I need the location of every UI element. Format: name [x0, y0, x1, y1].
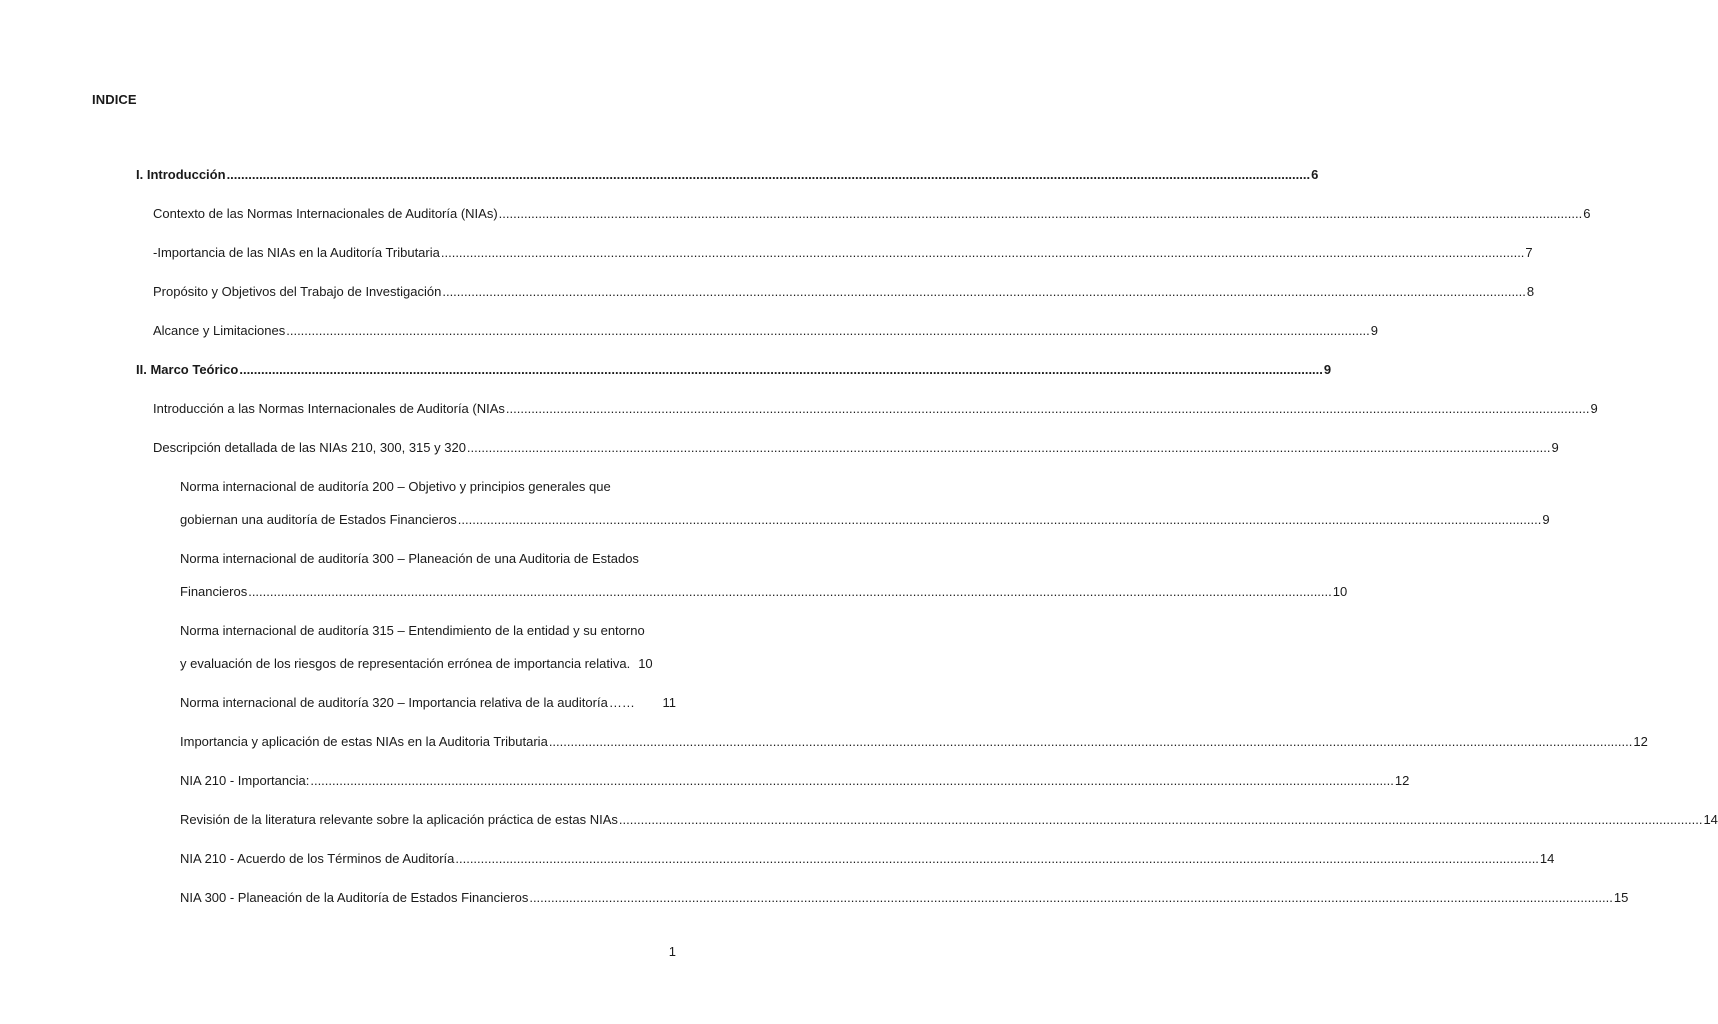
toc-entry-page: 6 [1311, 167, 1319, 182]
dot-leader: ............................................................................................................................................................................................................................................................................................................ [440, 245, 1525, 260]
toc-entry-label: NIA 210 - Acuerdo de los Términos de Auditoría [180, 851, 455, 866]
dot-leader: ............................................................................................................................................................................................................................................................................................................ [455, 851, 1539, 866]
toc-entry-page: 9 [1323, 362, 1332, 377]
toc-entry-label: Descripción detallada de las NIAs 210, 300, 315 y 320 [153, 440, 466, 455]
toc-entry-page: 9 [1370, 323, 1379, 338]
dot-leader: ............................................................................................................................................................................................................................................................................................................ [248, 584, 1332, 599]
toc-entry-label: Financieros [180, 584, 248, 599]
dot-leader: ............................................................................................................................................................................................................................................................................................................ [286, 323, 1370, 338]
toc-entry-first-line: Norma internacional de auditoría 200 – Objetivo y principios generales que [180, 479, 611, 494]
toc-entry [180, 694, 676, 712]
dot-leader: ............................................................................................................................................................................................................................................................................................................ [226, 167, 1311, 182]
toc-entry-page: 10 [1332, 584, 1348, 599]
toc-entry-page: 12 [1633, 734, 1648, 749]
toc-entry-page: 9 [1542, 512, 1550, 527]
toc-entry-page: 6 [1583, 206, 1591, 221]
toc-entry [153, 205, 1591, 223]
toc-entry-page: 15 [1613, 890, 1629, 905]
toc-entry-label: Introducción a las Normas Internacionales de Auditoría (NIAs [153, 401, 505, 416]
toc-entry-page: 12 [1394, 773, 1410, 788]
toc-entry [153, 439, 1559, 457]
toc-entry-label: Propósito y Objetivos del Trabajo de Investigación [153, 284, 442, 299]
ellipsis-leader: …… [608, 695, 635, 710]
toc-entry [180, 511, 1550, 529]
toc-entry-label: NIA 210 - Importancia: [180, 773, 310, 788]
toc-entry [180, 655, 676, 673]
toc-entry [153, 283, 1535, 301]
dot-leader: ............................................................................................................................................................................................................................................................................................................ [457, 512, 1542, 527]
toc-entry-label: NIA 300 - Planeación de la Auditoría de Estados Financieros [180, 890, 529, 905]
toc-entry-page: 11 [662, 695, 676, 710]
toc-entry [153, 244, 1533, 262]
toc-entry [180, 811, 1718, 829]
toc-entry-page: 10 [638, 656, 653, 671]
dot-leader: ............................................................................................................................................................................................................................................................................................................ [505, 401, 1590, 416]
toc-entry-marco-teorico [136, 361, 1332, 379]
toc-entry-label: Importancia y aplicación de estas NIAs en la Auditoria Tributaria [180, 734, 548, 749]
toc-entry-label: Revisión de la literatura relevante sobre la aplicación práctica de estas NIAs [180, 812, 618, 827]
dot-leader: ............................................................................................................................................................................................................................................................................................................ [239, 362, 1323, 377]
page-number: 1 [668, 944, 676, 959]
toc-entry-label: Norma internacional de auditoría 320 – Importancia relativa de la auditoría [180, 695, 608, 710]
toc-entry-page: 9 [1551, 440, 1559, 455]
page-title: INDICE [92, 92, 137, 107]
toc-entry-page: 9 [1590, 401, 1598, 416]
toc-entry [180, 889, 1629, 907]
toc-entry [180, 583, 1348, 601]
dot-leader: ............................................................................................................................................................................................................................................................................................................ [548, 734, 1633, 749]
toc-entry-introduccion [136, 166, 1319, 184]
toc-entry-page: 14 [1703, 812, 1718, 827]
toc-entry [180, 733, 1648, 751]
dot-leader: ............................................................................................................................................................................................................................................................................................................ [310, 773, 1394, 788]
dot-leader: ............................................................................................................................................................................................................................................................................................................ [618, 812, 1703, 827]
toc-entry-first-line: Norma internacional de auditoría 300 – Planeación de una Auditoria de Estados [180, 551, 639, 566]
toc-entry-label: Contexto de las Normas Internacionales de Auditoría (NIAs) [153, 206, 498, 221]
toc-entry [153, 322, 1379, 340]
dot-leader: ............................................................................................................................................................................................................................................................................................................ [442, 284, 1526, 299]
toc-entry-page: 8 [1526, 284, 1535, 299]
dot-leader: ............................................................................................................................................................................................................................................................................................................ [466, 440, 1551, 455]
toc-entry-page: 14 [1539, 851, 1555, 866]
toc-entry [180, 850, 1555, 868]
toc-entry-page: 7 [1525, 245, 1533, 260]
toc-entry-label: y evaluación de los riesgos de representación errónea de importancia relativa. [180, 656, 631, 671]
dot-leader: ............................................................................................................................................................................................................................................................................................................ [529, 890, 1613, 905]
toc-entry-first-line: Norma internacional de auditoría 315 – Entendimiento de la entidad y su entorno [180, 623, 645, 638]
toc-entry-label: II. Marco Teórico [136, 362, 239, 377]
toc-entry-label: I. Introducción [136, 167, 226, 182]
toc-entry [180, 772, 1410, 790]
toc-entry-label: gobiernan una auditoría de Estados Financieros [180, 512, 457, 527]
toc-entry [153, 400, 1598, 418]
toc-entry-label: -Importancia de las NIAs en la Auditoría Tributaria [153, 245, 440, 260]
dot-leader: ............................................................................................................................................................................................................................................................................................................ [498, 206, 1583, 221]
toc-entry-label: Alcance y Limitaciones [153, 323, 286, 338]
